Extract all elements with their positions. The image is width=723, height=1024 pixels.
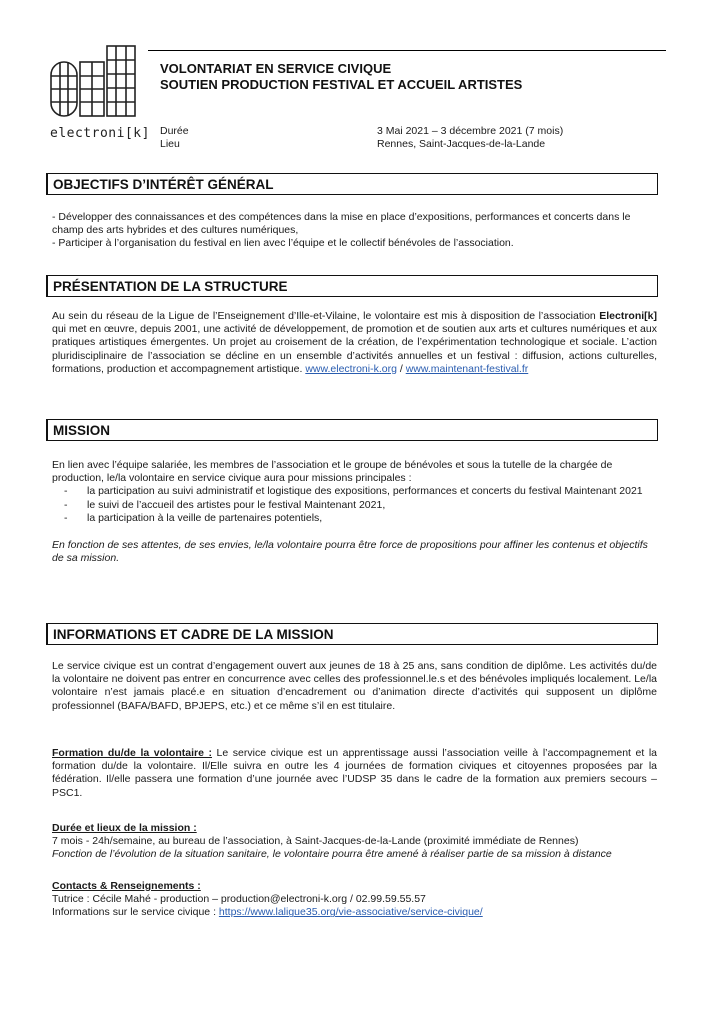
- presentation-org-name: Electroni[k]: [599, 310, 657, 322]
- duree-label: Durée: [160, 125, 189, 137]
- document-title: [160, 61, 522, 93]
- meta-labels: [160, 125, 189, 151]
- lieu-label: Lieu: [160, 138, 180, 150]
- logo-wordmark: electroni[k]: [50, 126, 150, 141]
- presentation-body: [52, 310, 657, 376]
- mission-body: [52, 459, 657, 565]
- section-heading-informations: [46, 623, 658, 645]
- presentation-text-1: Au sein du réseau de la Ligue de l’Enseignement d’Ille-et-Vilaine, le volontaire est mis à disposition de l’association: [52, 310, 600, 322]
- formation-text: Le service civique est un apprentissage aussi l’association veille à l’accompagnement et la formation du/de la volontaire. Il/Elle suivra en outre les 4 journées de formation civiques et citoyennes proposées par la fédération. Il/elle passera une formation d’une journée avec l’UDSP 35 dans le cadre de la formation aux premiers secours – PSC1.: [52, 747, 657, 799]
- info-line: [52, 906, 657, 919]
- objectifs-line-1: - Développer des connaissances et des compétences dans la mise en place d’expositions, performances et concerts dans le champ des arts hybrides et des cultures numériques,: [52, 211, 631, 237]
- informations-heading-text: INFORMATIONS ET CADRE DE LA MISSION: [53, 627, 334, 642]
- section-heading-mission: [46, 419, 658, 441]
- duree-lieux-block: [52, 822, 657, 862]
- objectifs-body: [52, 211, 657, 251]
- duree-value: 3 Mai 2021 – 3 décembre 2021 (7 mois): [377, 125, 564, 137]
- electronik-website-link[interactable]: www.electroni-k.org: [305, 362, 397, 375]
- contacts-block: [52, 880, 657, 920]
- meta-values: [377, 125, 563, 151]
- duree-lieux-label: Durée et lieux de la mission :: [52, 822, 197, 834]
- objectifs-line-2: - Participer à l’organisation du festival en lien avec l’équipe et le collectif bénévoles de l’association.: [52, 237, 514, 250]
- formation-label: Formation du/de la volontaire :: [52, 747, 212, 759]
- title-line-2: SOUTIEN PRODUCTION FESTIVAL ET ACCUEIL ARTISTES: [160, 77, 523, 92]
- objectifs-heading-text: OBJECTIFS D’INTÉRÊT GÉNÉRAL: [53, 177, 274, 192]
- duree-lieux-text: 7 mois - 24h/semaine, au bureau de l’association, à Saint-Jacques-de-la-Lande (proximité immédiate de Rennes): [52, 835, 579, 848]
- mission-heading-text: MISSION: [53, 423, 111, 438]
- info-text: Informations sur le service civique :: [52, 906, 219, 919]
- presentation-heading-text: PRÉSENTATION DE LA STRUCTURE: [53, 279, 288, 294]
- title-line-1: VOLONTARIAT EN SERVICE CIVIQUE: [160, 61, 392, 76]
- mission-list: [52, 485, 657, 525]
- informations-paragraph-1: Le service civique est un contrat d’engagement ouvert aux jeunes de 18 à 25 ans, sans condition de diplôme. Les activités du/de la volontaire ne doivent pas entrer en concurrence avec celles des professionnel.le.s et des bénévoles impliqués localement. Le/la volontaire n’est jamais placé.e en situation d’encadrement ou d’animation directe d’activités qui supposent un diplôme professionnel (BAFA/BAFD, BPJEPS, etc.) et ce même s’il en est titulaire.: [52, 660, 657, 712]
- header-rule: [148, 50, 666, 51]
- mission-note: En fonction de ses attentes, de ses envies, le/la volontaire pourra être force de propositions pour affiner les contenus et objectifs de sa mission.: [52, 539, 648, 565]
- service-civique-link[interactable]: https://www.laligue35.org/vie-associative/service-civique/: [218, 906, 483, 919]
- mission-item-3: - la participation à la veille de partenaires potentiels,: [52, 512, 657, 525]
- mission-intro: En lien avec l’équipe salariée, les membres de l’association et le groupe de bénévoles et sous la tutelle de la chargée de production, le/la volontaire en service civique aura pour missions principales :: [52, 459, 613, 485]
- mission-item-1: - la participation au suivi administratif et logistique des expositions, performances et concerts du festival Maintenant 2021: [52, 485, 657, 498]
- presentation-text-2: qui met en œuvre, depuis 2001, une activité de développement, de promotion et de soutien aux arts et cultures numériques et aux pratiques artistiques émergentes. Un projet au croisement de la création, de l’expérimentation technologique et sociale. L’action pluridisciplinaire de l’association se décline en un ensemble d’activités annuelles et un festival : diffusion, actions culturelles, formations, production et accompagnement artistique.: [52, 323, 657, 375]
- contacts-label: Contacts & Renseignements :: [52, 880, 201, 892]
- electronik-logo: [50, 44, 150, 144]
- link-separator: /: [396, 362, 406, 375]
- maintenant-website-link[interactable]: www.maintenant-festival.fr: [405, 362, 529, 375]
- mission-item-2: - le suivi de l’accueil des artistes pour le festival Maintenant 2021,: [52, 499, 657, 512]
- section-heading-presentation: [46, 275, 658, 297]
- formation-paragraph: [52, 747, 657, 800]
- logo-mark-icon: [50, 44, 138, 118]
- lieu-value: Rennes, Saint-Jacques-de-la-Lande: [377, 138, 546, 150]
- section-heading-objectifs: [46, 173, 658, 195]
- duree-lieux-note: Fonction de l’évolution de la situation sanitaire, le volontaire pourra être amené à réaliser partie de sa mission à distance: [52, 848, 612, 861]
- tutrice-contact: Tutrice : Cécile Mahé - production – production@electroni-k.org / 02.99.59.55.57: [52, 893, 426, 906]
